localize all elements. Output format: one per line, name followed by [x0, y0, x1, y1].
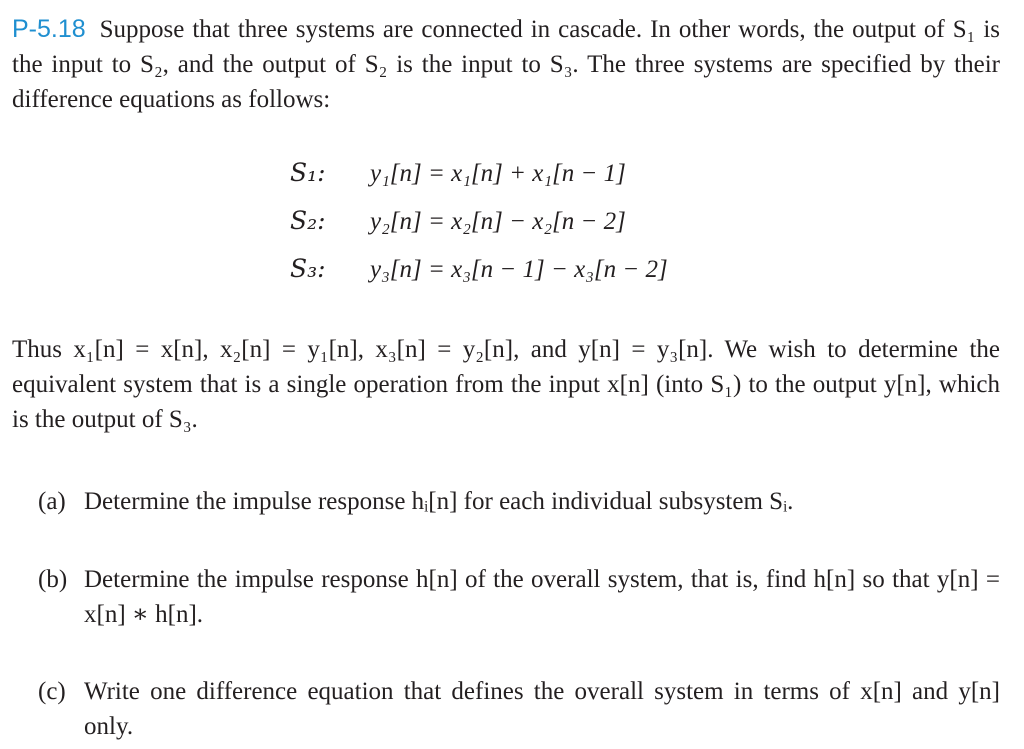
part-label: (b)	[38, 566, 68, 593]
equation-expression: y₂[n] = x₂[n] − x₂[n − 2]	[370, 208, 626, 235]
problem-intro	[12, 12, 1000, 117]
equation-label: S₃:	[290, 254, 326, 283]
equation-expression: y₃[n] = x₃[n − 1] − x₃[n − 2]	[370, 256, 668, 283]
equation-row	[290, 206, 668, 254]
part-c	[38, 674, 1000, 744]
part-text: Determine the impulse response hᵢ[n] for each individual subsystem Sᵢ.	[84, 488, 794, 515]
intro-text: Suppose that three systems are connected in cascade. In other words, the output of S₁ is the input to S₂, and the output of S₂ is the input to S₃. The three systems are specified by their difference equations as follows:	[12, 16, 1001, 113]
part-text: Write one difference equation that defines the overall system in terms of x[n] and y[n] only.	[84, 678, 1000, 740]
part-text: Determine the impulse response h[n] of the overall system, that is, find h[n] so that y[n] = x[n] ∗ h[n].	[84, 566, 1000, 628]
equation-row	[290, 158, 668, 206]
part-label: (c)	[38, 678, 66, 705]
thus-paragraph: Thus x₁[n] = x[n], x₂[n] = y₁[n], x₃[n] = y₂[n], and y[n] = y₃[n]. We wish to determine the equivalent system that is a single operation from the input x[n] (into S₁) to the output y[n], which is the output of S₃.	[12, 336, 1000, 433]
problem-number: P-5.18	[12, 15, 86, 43]
part-b	[38, 562, 1000, 632]
equation-label: S₂:	[290, 206, 326, 235]
equation-expression: y₁[n] = x₁[n] + x₁[n − 1]	[370, 160, 626, 187]
part-a	[38, 484, 1000, 519]
equation-label: S₁:	[290, 158, 326, 187]
equation-row	[290, 254, 668, 302]
part-label: (a)	[38, 488, 66, 515]
equation-block	[290, 158, 668, 302]
